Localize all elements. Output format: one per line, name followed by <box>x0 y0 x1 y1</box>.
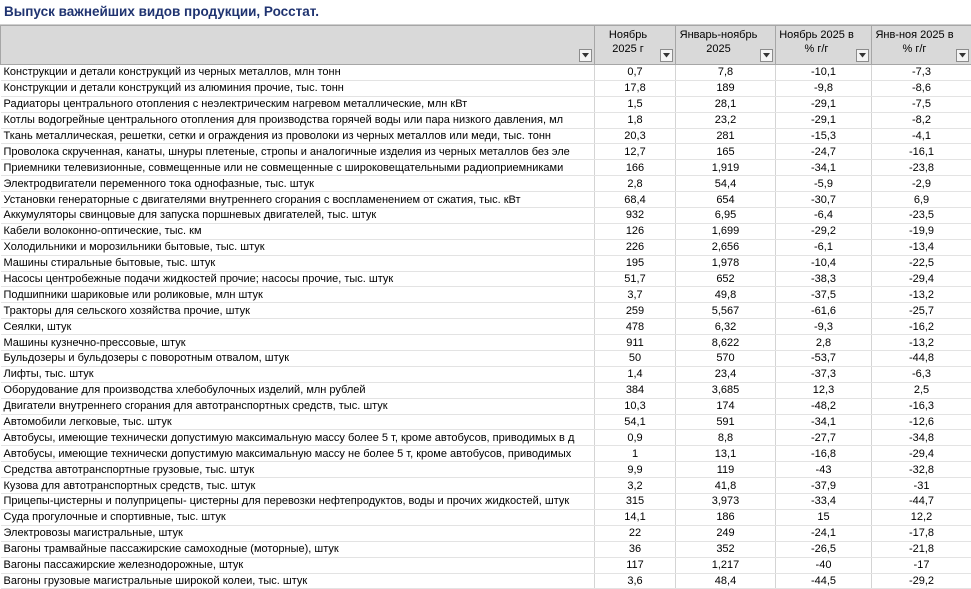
table-row <box>1 462 971 478</box>
cell-nov-yoy[interactable]: -29,1 <box>776 112 872 128</box>
table-row <box>1 398 971 414</box>
cell-nov-2025[interactable]: 14,1 <box>595 509 676 525</box>
cell-jan-nov-yoy[interactable]: 2,5 <box>872 382 971 398</box>
cell-nov-2025[interactable]: 166 <box>595 160 676 176</box>
cell-product[interactable]: Радиаторы центрального отопления с неэлектрическим нагревом металлические, млн кВт <box>1 96 595 112</box>
cell-jan-nov-yoy[interactable]: -32,8 <box>872 462 971 478</box>
cell-jan-nov-yoy[interactable]: -13,4 <box>872 239 971 255</box>
cell-product[interactable]: Кузова для автотранспортных средств, тыс. штук <box>1 478 595 494</box>
cell-nov-2025[interactable]: 384 <box>595 382 676 398</box>
cell-nov-yoy[interactable]: -6,4 <box>776 208 872 224</box>
cell-jan-nov-2025[interactable]: 570 <box>676 351 776 367</box>
cell-nov-yoy[interactable]: -34,1 <box>776 414 872 430</box>
cell-product[interactable]: Автобусы, имеющие технически допустимую максимальную массу не более 5 т, кроме автобусов, приводимых <box>1 446 595 462</box>
cell-jan-nov-2025[interactable]: 1,699 <box>676 223 776 239</box>
cell-jan-nov-yoy[interactable]: -7,5 <box>872 96 971 112</box>
cell-jan-nov-2025[interactable]: 23,2 <box>676 112 776 128</box>
cell-nov-2025[interactable]: 932 <box>595 208 676 224</box>
table-row <box>1 509 971 525</box>
cell-jan-nov-yoy[interactable]: -13,2 <box>872 287 971 303</box>
cell-nov-2025[interactable]: 3,7 <box>595 287 676 303</box>
filter-dropdown-icon[interactable] <box>856 49 869 62</box>
cell-jan-nov-yoy[interactable]: -4,1 <box>872 128 971 144</box>
cell-nov-2025[interactable]: 17,8 <box>595 80 676 96</box>
cell-nov-yoy[interactable]: -53,7 <box>776 351 872 367</box>
header-nov-2025[interactable] <box>595 26 676 65</box>
cell-jan-nov-yoy[interactable]: -8,2 <box>872 112 971 128</box>
header-jan-nov-yoy[interactable] <box>872 26 971 65</box>
cell-product[interactable]: Двигатели внутреннего сгорания для автотранспортных средств, тыс. штук <box>1 398 595 414</box>
cell-nov-2025[interactable]: 2,8 <box>595 176 676 192</box>
cell-nov-2025[interactable]: 911 <box>595 335 676 351</box>
cell-nov-2025[interactable]: 9,9 <box>595 462 676 478</box>
cell-jan-nov-yoy[interactable]: -17 <box>872 557 971 573</box>
table-row <box>1 176 971 192</box>
cell-jan-nov-2025[interactable]: 1,919 <box>676 160 776 176</box>
cell-jan-nov-yoy[interactable]: -29,4 <box>872 446 971 462</box>
table-body <box>1 65 971 589</box>
cell-jan-nov-yoy[interactable]: -19,9 <box>872 223 971 239</box>
cell-jan-nov-yoy[interactable]: -22,5 <box>872 255 971 271</box>
cell-product[interactable]: Автомобили легковые, тыс. штук <box>1 414 595 430</box>
cell-nov-yoy[interactable]: -26,5 <box>776 541 872 557</box>
cell-product[interactable]: Электродвигатели переменного тока однофазные, тыс. штук <box>1 176 595 192</box>
cell-product[interactable]: Вагоны трамвайные пассажирские самоходные (моторные), штук <box>1 541 595 557</box>
cell-nov-2025[interactable]: 259 <box>595 303 676 319</box>
cell-jan-nov-2025[interactable]: 189 <box>676 80 776 96</box>
filter-dropdown-icon[interactable] <box>956 49 969 62</box>
cell-jan-nov-2025[interactable]: 8,622 <box>676 335 776 351</box>
cell-jan-nov-2025[interactable]: 3,973 <box>676 494 776 510</box>
cell-jan-nov-yoy[interactable]: -16,2 <box>872 319 971 335</box>
cell-nov-2025[interactable]: 315 <box>595 494 676 510</box>
cell-nov-2025[interactable]: 1,4 <box>595 366 676 382</box>
sheet-title[interactable]: Выпуск важнейших видов продукции, Росстат. <box>0 0 971 25</box>
cell-nov-yoy[interactable]: -6,1 <box>776 239 872 255</box>
cell-jan-nov-2025[interactable]: 54,4 <box>676 176 776 192</box>
cell-nov-2025[interactable]: 0,7 <box>595 65 676 81</box>
cell-product[interactable]: Аккумуляторы свинцовые для запуска поршневых двигателей, тыс. штук <box>1 208 595 224</box>
cell-nov-yoy[interactable]: -16,8 <box>776 446 872 462</box>
cell-product[interactable]: Сеялки, штук <box>1 319 595 335</box>
cell-nov-2025[interactable]: 0,9 <box>595 430 676 446</box>
cell-product[interactable]: Вагоны пассажирские железнодорожные, штук <box>1 557 595 573</box>
cell-jan-nov-2025[interactable]: 3,685 <box>676 382 776 398</box>
cell-nov-2025[interactable]: 1 <box>595 446 676 462</box>
cell-nov-2025[interactable]: 478 <box>595 319 676 335</box>
cell-jan-nov-2025[interactable]: 165 <box>676 144 776 160</box>
cell-jan-nov-2025[interactable]: 6,32 <box>676 319 776 335</box>
cell-jan-nov-yoy[interactable]: -16,3 <box>872 398 971 414</box>
cell-product[interactable]: Тракторы для сельского хозяйства прочие, штук <box>1 303 595 319</box>
cell-product[interactable]: Машины стиральные бытовые, тыс. штук <box>1 255 595 271</box>
cell-nov-2025[interactable]: 20,3 <box>595 128 676 144</box>
cell-nov-2025[interactable]: 51,7 <box>595 271 676 287</box>
cell-nov-2025[interactable]: 1,5 <box>595 96 676 112</box>
cell-nov-yoy[interactable]: -37,3 <box>776 366 872 382</box>
table-row <box>1 541 971 557</box>
cell-nov-yoy[interactable]: -29,2 <box>776 223 872 239</box>
cell-nov-2025[interactable]: 3,6 <box>595 573 676 589</box>
header-product[interactable] <box>1 26 595 65</box>
cell-nov-yoy[interactable]: -34,1 <box>776 160 872 176</box>
filter-dropdown-icon[interactable] <box>660 49 673 62</box>
table-row <box>1 303 971 319</box>
cell-product[interactable]: Машины кузнечно-прессовые, штук <box>1 335 595 351</box>
cell-jan-nov-yoy[interactable]: -2,9 <box>872 176 971 192</box>
cell-jan-nov-2025[interactable]: 119 <box>676 462 776 478</box>
cell-jan-nov-2025[interactable]: 352 <box>676 541 776 557</box>
table-row <box>1 478 971 494</box>
table-row <box>1 494 971 510</box>
cell-nov-yoy[interactable]: -33,4 <box>776 494 872 510</box>
cell-nov-yoy[interactable]: 15 <box>776 509 872 525</box>
cell-jan-nov-yoy[interactable]: -13,2 <box>872 335 971 351</box>
cell-jan-nov-2025[interactable]: 48,4 <box>676 573 776 589</box>
cell-nov-2025[interactable]: 1,8 <box>595 112 676 128</box>
table-row <box>1 525 971 541</box>
header-nov-yoy[interactable] <box>776 26 872 65</box>
table-row <box>1 430 971 446</box>
cell-nov-yoy[interactable]: -5,9 <box>776 176 872 192</box>
table-row <box>1 144 971 160</box>
cell-nov-yoy[interactable]: -10,1 <box>776 65 872 81</box>
cell-nov-2025[interactable]: 10,3 <box>595 398 676 414</box>
cell-jan-nov-2025[interactable]: 7,8 <box>676 65 776 81</box>
cell-product[interactable]: Бульдозеры и бульдозеры с поворотным отвалом, штук <box>1 351 595 367</box>
cell-jan-nov-2025[interactable]: 249 <box>676 525 776 541</box>
table-row <box>1 382 971 398</box>
cell-jan-nov-yoy[interactable]: -12,6 <box>872 414 971 430</box>
cell-jan-nov-2025[interactable]: 1,978 <box>676 255 776 271</box>
cell-nov-2025[interactable]: 12,7 <box>595 144 676 160</box>
cell-jan-nov-yoy[interactable]: -23,8 <box>872 160 971 176</box>
cell-product[interactable]: Конструкции и детали конструкций из черных металлов, млн тонн <box>1 65 595 81</box>
cell-nov-2025[interactable]: 22 <box>595 525 676 541</box>
cell-nov-yoy[interactable]: -37,9 <box>776 478 872 494</box>
cell-nov-yoy[interactable]: -24,1 <box>776 525 872 541</box>
cell-jan-nov-2025[interactable]: 28,1 <box>676 96 776 112</box>
cell-jan-nov-2025[interactable]: 174 <box>676 398 776 414</box>
table-row <box>1 414 971 430</box>
table-row <box>1 366 971 382</box>
table-row <box>1 65 971 81</box>
cell-nov-yoy[interactable]: -9,8 <box>776 80 872 96</box>
header-row <box>1 26 971 65</box>
cell-product[interactable]: Вагоны грузовые магистральные широкой колеи, тыс. штук <box>1 573 595 589</box>
cell-nov-yoy[interactable]: -30,7 <box>776 192 872 208</box>
cell-nov-yoy[interactable]: -44,5 <box>776 573 872 589</box>
cell-jan-nov-yoy[interactable]: 12,2 <box>872 509 971 525</box>
cell-nov-2025[interactable]: 226 <box>595 239 676 255</box>
cell-jan-nov-yoy[interactable]: -6,3 <box>872 366 971 382</box>
cell-nov-2025[interactable]: 195 <box>595 255 676 271</box>
cell-jan-nov-2025[interactable]: 1,217 <box>676 557 776 573</box>
cell-jan-nov-2025[interactable]: 652 <box>676 271 776 287</box>
cell-product[interactable]: Автобусы, имеющие технически допустимую максимальную массу более 5 т, кроме автобусов, приводимых в д <box>1 430 595 446</box>
cell-product[interactable]: Оборудование для производства хлебобулочных изделий, млн рублей <box>1 382 595 398</box>
cell-jan-nov-yoy[interactable]: -44,7 <box>872 494 971 510</box>
cell-nov-yoy[interactable]: -27,7 <box>776 430 872 446</box>
cell-jan-nov-2025[interactable]: 186 <box>676 509 776 525</box>
cell-nov-yoy[interactable]: -61,6 <box>776 303 872 319</box>
table-row <box>1 351 971 367</box>
table-row <box>1 557 971 573</box>
header-label: Ноябрь 2025 в % г/г <box>779 29 854 55</box>
cell-nov-2025[interactable]: 3,2 <box>595 478 676 494</box>
cell-jan-nov-yoy[interactable]: -31 <box>872 478 971 494</box>
table-row <box>1 446 971 462</box>
cell-nov-2025[interactable]: 126 <box>595 223 676 239</box>
table-row <box>1 319 971 335</box>
cell-nov-yoy[interactable]: -24,7 <box>776 144 872 160</box>
table-row <box>1 208 971 224</box>
cell-jan-nov-yoy[interactable]: 6,9 <box>872 192 971 208</box>
cell-jan-nov-yoy[interactable]: -7,3 <box>872 65 971 81</box>
cell-product[interactable]: Установки генераторные с двигателями внутреннего сгорания с воспламенением от сжатия, тыс. кВт <box>1 192 595 208</box>
cell-nov-yoy[interactable]: 2,8 <box>776 335 872 351</box>
header-label: Янв-ноя 2025 в % г/г <box>875 29 953 55</box>
table-row <box>1 192 971 208</box>
header-jan-nov-2025[interactable] <box>676 26 776 65</box>
cell-nov-2025[interactable]: 117 <box>595 557 676 573</box>
cell-jan-nov-2025[interactable]: 6,95 <box>676 208 776 224</box>
table-row <box>1 160 971 176</box>
table-row <box>1 335 971 351</box>
cell-product[interactable]: Суда прогулочные и спортивные, тыс. штук <box>1 509 595 525</box>
cell-jan-nov-2025[interactable]: 49,8 <box>676 287 776 303</box>
cell-nov-yoy[interactable]: -29,1 <box>776 96 872 112</box>
cell-jan-nov-2025[interactable]: 5,567 <box>676 303 776 319</box>
cell-product[interactable]: Электровозы магистральные, штук <box>1 525 595 541</box>
cell-nov-yoy[interactable]: -40 <box>776 557 872 573</box>
table-row <box>1 96 971 112</box>
cell-jan-nov-yoy[interactable]: -29,4 <box>872 271 971 287</box>
table-row <box>1 271 971 287</box>
cell-jan-nov-2025[interactable]: 41,8 <box>676 478 776 494</box>
header-label: Ноябрь 2025 г <box>609 29 647 55</box>
cell-product[interactable]: Проволока скрученная, канаты, шнуры плетеные, стропы и аналогичные изделия из черных металлов без эле <box>1 144 595 160</box>
cell-jan-nov-yoy[interactable]: -44,8 <box>872 351 971 367</box>
cell-product[interactable]: Холодильники и морозильники бытовые, тыс. штук <box>1 239 595 255</box>
cell-product[interactable]: Средства автотранспортные грузовые, тыс. штук <box>1 462 595 478</box>
cell-nov-2025[interactable]: 68,4 <box>595 192 676 208</box>
cell-jan-nov-yoy[interactable]: -21,8 <box>872 541 971 557</box>
cell-nov-yoy[interactable]: -38,3 <box>776 271 872 287</box>
cell-product[interactable]: Подшипники шариковые или роликовые, млн штук <box>1 287 595 303</box>
table-row <box>1 287 971 303</box>
table-row <box>1 112 971 128</box>
cell-jan-nov-yoy[interactable]: -34,8 <box>872 430 971 446</box>
cell-nov-2025[interactable]: 50 <box>595 351 676 367</box>
cell-jan-nov-2025[interactable]: 23,4 <box>676 366 776 382</box>
cell-nov-yoy[interactable]: -15,3 <box>776 128 872 144</box>
production-table <box>0 25 971 589</box>
cell-product[interactable]: Насосы центробежные подачи жидкостей прочие; насосы прочие, тыс. штук <box>1 271 595 287</box>
cell-product[interactable]: Прицепы-цистерны и полуприцепы- цистерны для перевозки нефтепродуктов, воды и прочих жидкостей, штук <box>1 494 595 510</box>
cell-product[interactable]: Ткань металлическая, решетки, сетки и ограждения из проволоки из черных металлов или меди, тыс. тонн <box>1 128 595 144</box>
cell-product[interactable]: Приемники телевизионные, совмещенные или не совмещенные с широковещательными радиоприемниками <box>1 160 595 176</box>
cell-nov-yoy[interactable]: -37,5 <box>776 287 872 303</box>
cell-nov-yoy[interactable]: 12,3 <box>776 382 872 398</box>
table-row <box>1 239 971 255</box>
filter-dropdown-icon[interactable] <box>579 49 592 62</box>
cell-nov-2025[interactable]: 54,1 <box>595 414 676 430</box>
cell-nov-yoy[interactable]: -10,4 <box>776 255 872 271</box>
cell-jan-nov-yoy[interactable]: -25,7 <box>872 303 971 319</box>
cell-jan-nov-2025[interactable]: 8,8 <box>676 430 776 446</box>
cell-jan-nov-2025[interactable]: 654 <box>676 192 776 208</box>
cell-jan-nov-2025[interactable]: 13,1 <box>676 446 776 462</box>
cell-product[interactable]: Кабели волоконно-оптические, тыс. км <box>1 223 595 239</box>
cell-nov-yoy[interactable]: -43 <box>776 462 872 478</box>
table-row <box>1 223 971 239</box>
filter-dropdown-icon[interactable] <box>760 49 773 62</box>
cell-product[interactable]: Котлы водогрейные центрального отопления для производства горячей воды или пара низкого давления, мл <box>1 112 595 128</box>
cell-jan-nov-2025[interactable]: 2,656 <box>676 239 776 255</box>
cell-jan-nov-2025[interactable]: 281 <box>676 128 776 144</box>
table-row <box>1 128 971 144</box>
cell-jan-nov-yoy[interactable]: -17,8 <box>872 525 971 541</box>
table-row <box>1 255 971 271</box>
cell-jan-nov-2025[interactable]: 591 <box>676 414 776 430</box>
header-label: Январь-ноябрь 2025 <box>680 29 758 55</box>
cell-product[interactable]: Лифты, тыс. штук <box>1 366 595 382</box>
table-row <box>1 80 971 96</box>
cell-jan-nov-yoy[interactable]: -29,2 <box>872 573 971 589</box>
cell-jan-nov-yoy[interactable]: -23,5 <box>872 208 971 224</box>
cell-nov-yoy[interactable]: -48,2 <box>776 398 872 414</box>
table-row <box>1 573 971 589</box>
cell-nov-yoy[interactable]: -9,3 <box>776 319 872 335</box>
cell-jan-nov-yoy[interactable]: -16,1 <box>872 144 971 160</box>
cell-product[interactable]: Конструкции и детали конструкций из алюминия прочие, тыс. тонн <box>1 80 595 96</box>
cell-nov-2025[interactable]: 36 <box>595 541 676 557</box>
cell-jan-nov-yoy[interactable]: -8,6 <box>872 80 971 96</box>
